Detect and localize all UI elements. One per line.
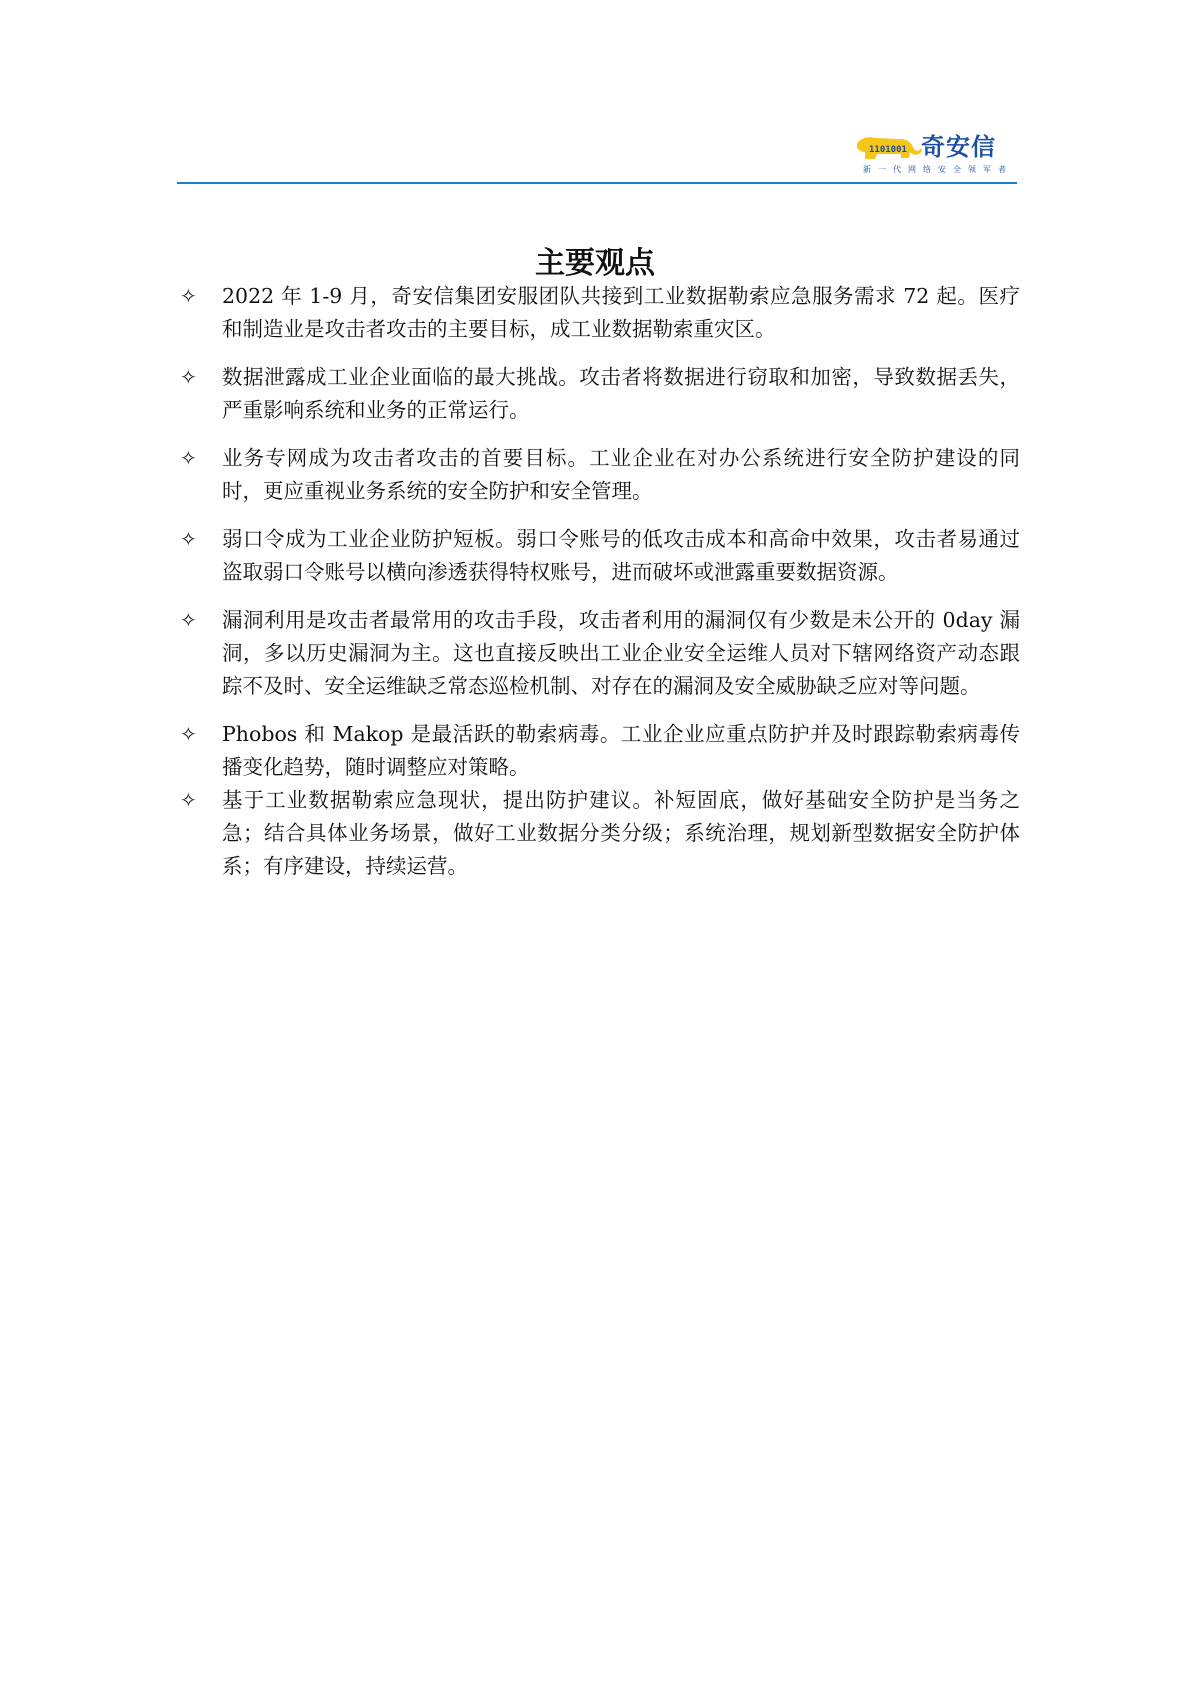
brand-tagline: 新一代网络安全领军者	[863, 165, 1013, 174]
key-point-text: Phobos 和 Makop 是最活跃的勒索病毒。工业企业应重点防护并及时跟踪勒索病毒传播变化趋势，随时调整应对策略。	[222, 722, 1020, 779]
key-point	[180, 604, 1020, 703]
key-point-text: 漏洞利用是攻击者最常用的攻击手段，攻击者利用的漏洞仅有少数是未公开的 0day 漏洞，多以历史漏洞为主。这也直接反映出工业企业安全运维人员对下辖网络资产动态跟踪不及时、安全运维缺乏常态巡检机制、对存在的漏洞及安全威胁缺乏应对等问题。	[222, 608, 1020, 698]
key-point-text: 2022 年 1-9 月，奇安信集团安服团队共接到工业数据勒索应急服务需求 72 起。医疗和制造业是攻击者攻击的主要目标，成工业数据勒索重灾区。	[222, 284, 1020, 341]
key-point-text: 业务专网成为攻击者攻击的首要目标。工业企业在对办公系统进行安全防护建设的同时，更应重视业务系统的安全防护和安全管理。	[222, 446, 1020, 503]
key-points-list	[180, 280, 1020, 883]
diamond-bullet-icon: ✧	[180, 527, 197, 551]
key-point	[180, 442, 1020, 508]
diamond-bullet-icon: ✧	[180, 365, 197, 389]
tiger-binary-icon	[855, 134, 923, 162]
key-point	[180, 718, 1020, 784]
key-point-text: 弱口令成为工业企业防护短板。弱口令账号的低攻击成本和高命中效果，攻击者易通过盗取弱口令账号以横向渗透获得特权账号，进而破坏或泄露重要数据资源。	[222, 527, 1020, 584]
key-point	[180, 280, 1020, 346]
brand-name: 奇安信	[921, 133, 996, 161]
page-title: 主要观点	[535, 246, 655, 282]
diamond-bullet-icon: ✧	[180, 608, 197, 632]
diamond-bullet-icon: ✧	[180, 284, 197, 308]
header-divider	[177, 182, 1017, 184]
key-point	[180, 784, 1020, 883]
company-logo	[855, 130, 1015, 180]
key-point	[180, 523, 1020, 589]
diamond-bullet-icon: ✧	[180, 788, 197, 812]
svg-text:1101001: 1101001	[869, 145, 907, 155]
key-point-text: 基于工业数据勒索应急现状，提出防护建议。补短固底，做好基础安全防护是当务之急；结合具体业务场景，做好工业数据分类分级；系统治理，规划新型数据安全防护体系；有序建设，持续运营。	[222, 788, 1020, 878]
diamond-bullet-icon: ✧	[180, 722, 197, 746]
key-point-text: 数据泄露成工业企业面临的最大挑战。攻击者将数据进行窃取和加密，导致数据丢失，严重影响系统和业务的正常运行。	[222, 365, 1020, 422]
diamond-bullet-icon: ✧	[180, 446, 197, 470]
key-point	[180, 361, 1020, 427]
